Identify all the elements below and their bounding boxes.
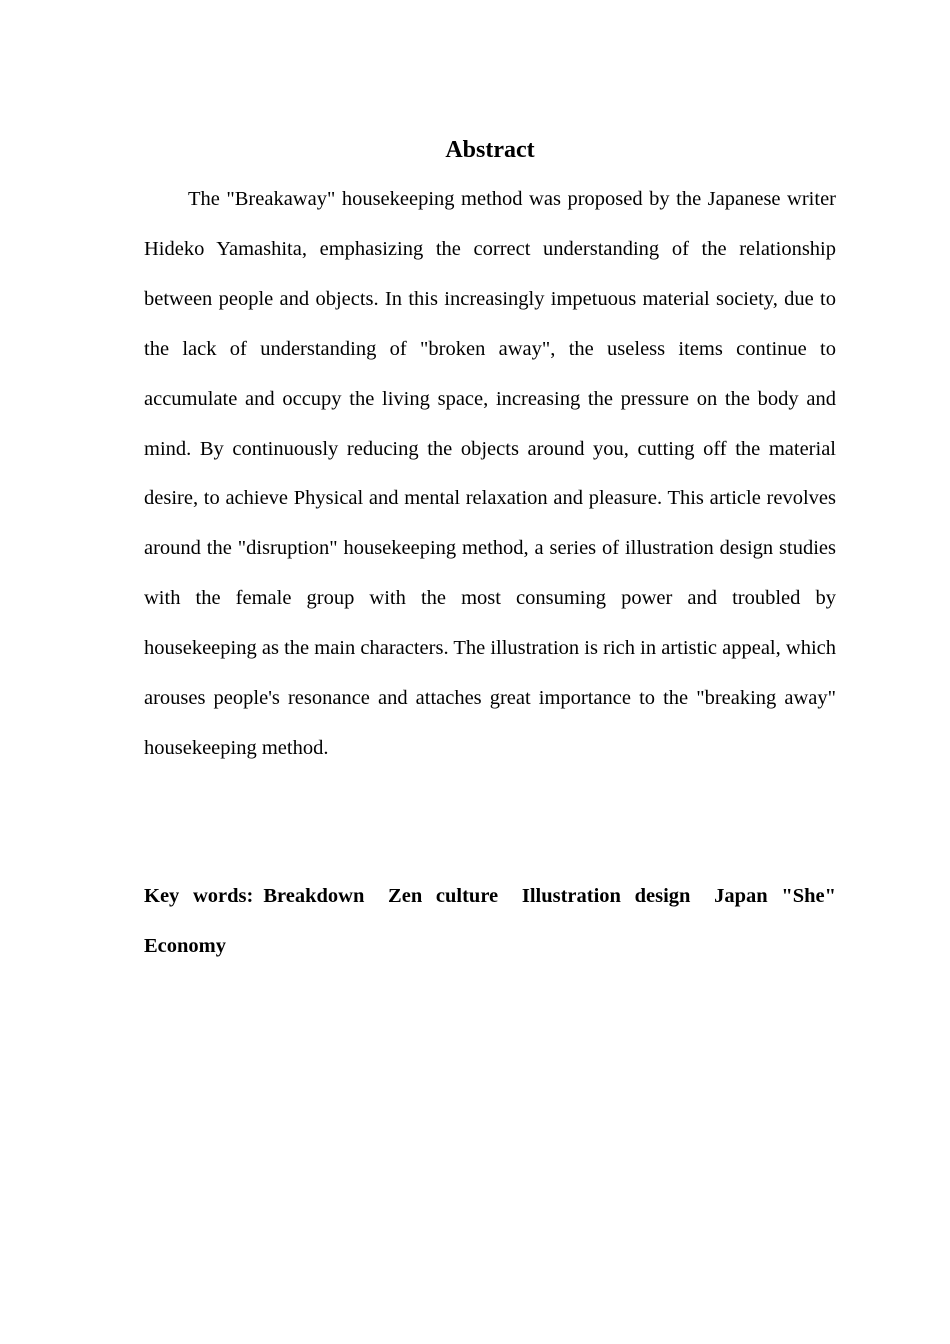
keyword-item: Illustration design: [521, 885, 691, 907]
abstract-body: The "Breakaway" housekeeping method was proposed by the Japanese writer Hideko Yamashita, emphasizing the correct understanding of the relationship between people and objects. In this increasingly impetuous material society, due to the lack of understanding of "broken away", the useless items continue to accumulate and occupy the living space, increasing the pressure on the body and mind. By continuously reducing the objects around you, cutting off the material desire, to achieve Physical and mental relaxation and pleasure. This article revolves around the "disruption" housekeeping method, a series of illustration design studies with the female group with the most consuming power and troubled by housekeeping as the main characters. The illustration is rich in artistic appeal, which arouses people's resonance and attaches great importance to the "breaking away" housekeeping method.: [144, 188, 836, 759]
keywords-line: [144, 872, 836, 972]
keyword-item: Breakdown: [263, 885, 365, 907]
abstract-title: Abstract: [445, 137, 535, 163]
keywords-label: Key words:: [144, 885, 254, 907]
keyword-item: Japan "She" Economy: [144, 885, 837, 957]
keyword-item: Zen culture: [388, 885, 499, 907]
